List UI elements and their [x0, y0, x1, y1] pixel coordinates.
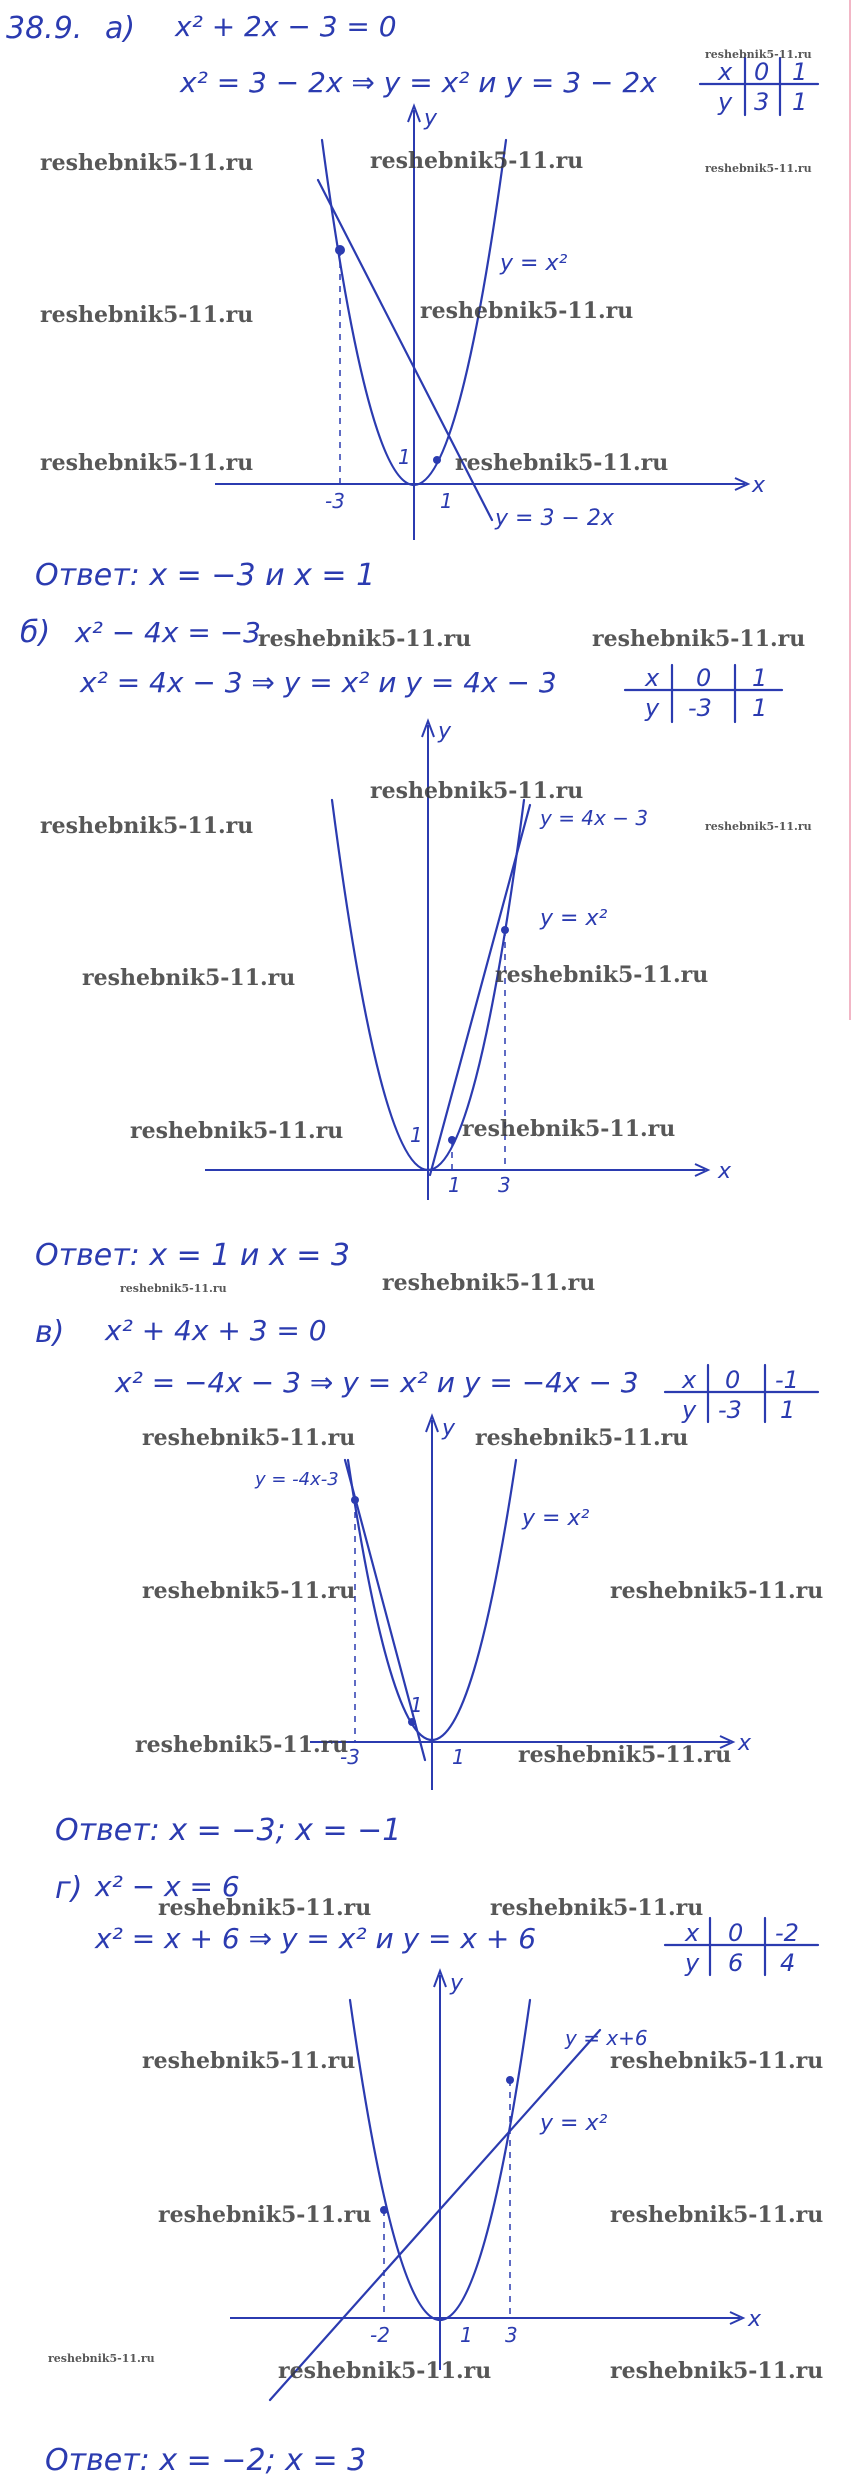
x-axis-label: x	[738, 1731, 752, 1756]
intersection-point	[448, 1136, 456, 1144]
tick-label: -3	[325, 489, 345, 513]
watermark: reshebnik5-11.ru	[455, 450, 669, 476]
table-cell: 4	[780, 1949, 796, 1977]
y-axis-label: y	[424, 106, 438, 131]
watermark: reshebnik5-11.ru	[142, 2048, 356, 2074]
part-label: б)	[20, 615, 51, 650]
watermark: reshebnik5-11.ru	[135, 1732, 349, 1758]
line-label: y = 3 − 2x	[495, 506, 614, 531]
part-g	[45, 1870, 818, 2478]
watermark: reshebnik5-11.ru	[420, 298, 634, 324]
tick-label: 1	[398, 445, 411, 469]
table-cell: 3	[754, 88, 770, 116]
watermark: reshebnik5-11.ru	[82, 965, 296, 991]
watermark: reshebnik5-11.ru	[705, 162, 812, 175]
curve-label: y = x²	[540, 2111, 608, 2136]
value-table	[700, 58, 818, 116]
y-axis-label: y	[438, 719, 452, 744]
part-b	[20, 615, 782, 1273]
value-table	[665, 1918, 818, 1977]
watermark: reshebnik5-11.ru	[40, 450, 254, 476]
watermark: reshebnik5-11.ru	[40, 813, 254, 839]
graph-g	[230, 1971, 762, 2400]
answer: Ответ: x = −2; x = 3	[45, 2443, 367, 2478]
line-label: y = -4x-3	[255, 1469, 339, 1490]
table-cell: -2	[775, 1919, 799, 1947]
problem-number: 38.9.	[6, 11, 83, 46]
watermark: reshebnik5-11.ru	[705, 48, 812, 61]
watermark: reshebnik5-11.ru	[705, 820, 812, 833]
watermark: reshebnik5-11.ru	[610, 2048, 824, 2074]
y-axis-label: y	[442, 1416, 456, 1441]
table-header-y: y	[682, 1396, 697, 1424]
part-label: г)	[55, 1871, 83, 1906]
table-cell: 0	[696, 664, 712, 692]
part-label: а)	[105, 11, 136, 46]
answer: Ответ: x = −3 и x = 1	[35, 558, 376, 593]
watermark: reshebnik5-11.ru	[475, 1425, 689, 1451]
intersection-point	[408, 1718, 416, 1726]
curve-label: y = x²	[540, 906, 608, 931]
value-table	[665, 1365, 818, 1424]
intersection-point	[351, 1496, 359, 1504]
part-label: в)	[35, 1315, 65, 1350]
rewrite-line: x² = 3 − 2x ⇒ y = x² и y = 3 − 2x	[180, 66, 657, 99]
rewrite-line: x² = 4x − 3 ⇒ y = x² и y = 4x − 3	[80, 666, 557, 699]
curve-label: y = x²	[522, 1506, 590, 1531]
table-header-y: y	[645, 694, 660, 722]
tick-label: -2	[370, 2323, 390, 2347]
watermark: reshebnik5-11.ru	[158, 1895, 372, 1921]
watermark: reshebnik5-11.ru	[518, 1742, 732, 1768]
answer: Ответ: x = −3; x = −1	[55, 1813, 402, 1848]
x-axis-label: x	[748, 2307, 762, 2332]
answer: Ответ: x = 1 и x = 3	[35, 1238, 351, 1273]
watermarks	[40, 48, 823, 2384]
equation: x² + 4x + 3 = 0	[105, 1314, 327, 1347]
y-axis-label: y	[450, 1971, 464, 1996]
table-header-x: x	[718, 58, 733, 86]
table-cell: -3	[688, 694, 712, 722]
watermark: reshebnik5-11.ru	[462, 1116, 676, 1142]
watermark: reshebnik5-11.ru	[142, 1578, 356, 1604]
intersection-point	[501, 926, 509, 934]
watermark: reshebnik5-11.ru	[48, 2352, 155, 2365]
watermark: reshebnik5-11.ru	[158, 2202, 372, 2228]
watermark: reshebnik5-11.ru	[610, 1578, 824, 1604]
watermark: reshebnik5-11.ru	[40, 302, 254, 328]
table-cell: 1	[752, 664, 768, 692]
watermark: reshebnik5-11.ru	[370, 148, 584, 174]
watermark: reshebnik5-11.ru	[610, 2358, 824, 2384]
equation: x² + 2x − 3 = 0	[175, 10, 397, 43]
watermark: reshebnik5-11.ru	[490, 1895, 704, 1921]
table-cell: 6	[728, 1949, 744, 1977]
line-label: y = 4x − 3	[540, 806, 649, 830]
tick-label: 1	[410, 1693, 423, 1717]
x-axis-label: x	[718, 1159, 732, 1184]
table-cell: 1	[752, 694, 768, 722]
intersection-point	[335, 245, 345, 255]
watermark: reshebnik5-11.ru	[142, 1425, 356, 1451]
watermark: reshebnik5-11.ru	[592, 626, 806, 652]
equation: x² − 4x = −3	[75, 616, 261, 649]
table-cell: 0	[754, 58, 770, 86]
table-header-y: y	[718, 88, 733, 116]
table-header-x: x	[685, 1919, 700, 1947]
tick-label: 1	[448, 1173, 461, 1197]
table-cell: -1	[775, 1366, 799, 1394]
tick-label: 1	[440, 489, 453, 513]
watermark: reshebnik5-11.ru	[382, 1270, 596, 1296]
value-table	[625, 664, 782, 722]
table-cell: 0	[725, 1366, 741, 1394]
table-header-y: y	[685, 1949, 700, 1977]
watermark: reshebnik5-11.ru	[370, 778, 584, 804]
table-header-x: x	[645, 664, 660, 692]
table-header-x: x	[682, 1366, 697, 1394]
watermark: reshebnik5-11.ru	[495, 962, 709, 988]
curve-label: y = x²	[500, 251, 568, 276]
intersection-point	[506, 2076, 514, 2084]
tick-label: 3	[505, 2323, 518, 2347]
watermark: reshebnik5-11.ru	[130, 1118, 344, 1144]
line-label: y = x+6	[565, 2026, 648, 2050]
watermark: reshebnik5-11.ru	[258, 626, 472, 652]
watermark: reshebnik5-11.ru	[40, 150, 254, 176]
table-cell: 1	[792, 58, 808, 86]
table-cell: 1	[780, 1396, 796, 1424]
tick-label: 1	[452, 1745, 465, 1769]
tick-label: 1	[460, 2323, 473, 2347]
equation: x² − x = 6	[95, 1870, 240, 1903]
table-cell: -3	[718, 1396, 742, 1424]
rewrite-line: x² = x + 6 ⇒ y = x² и y = x + 6	[95, 1922, 537, 1955]
table-cell: 0	[728, 1919, 744, 1947]
intersection-point	[433, 456, 441, 464]
rewrite-line: x² = −4x − 3 ⇒ y = x² и y = −4x − 3	[115, 1366, 639, 1399]
watermark: reshebnik5-11.ru	[120, 1282, 227, 1295]
tick-label: 3	[498, 1173, 511, 1197]
watermark: reshebnik5-11.ru	[278, 2358, 492, 2384]
watermark: reshebnik5-11.ru	[610, 2202, 824, 2228]
intersection-point	[380, 2206, 388, 2214]
x-axis-label: x	[752, 473, 766, 498]
tick-label: 1	[410, 1123, 423, 1147]
table-cell: 1	[792, 88, 808, 116]
tick-label: -3	[340, 1745, 360, 1769]
